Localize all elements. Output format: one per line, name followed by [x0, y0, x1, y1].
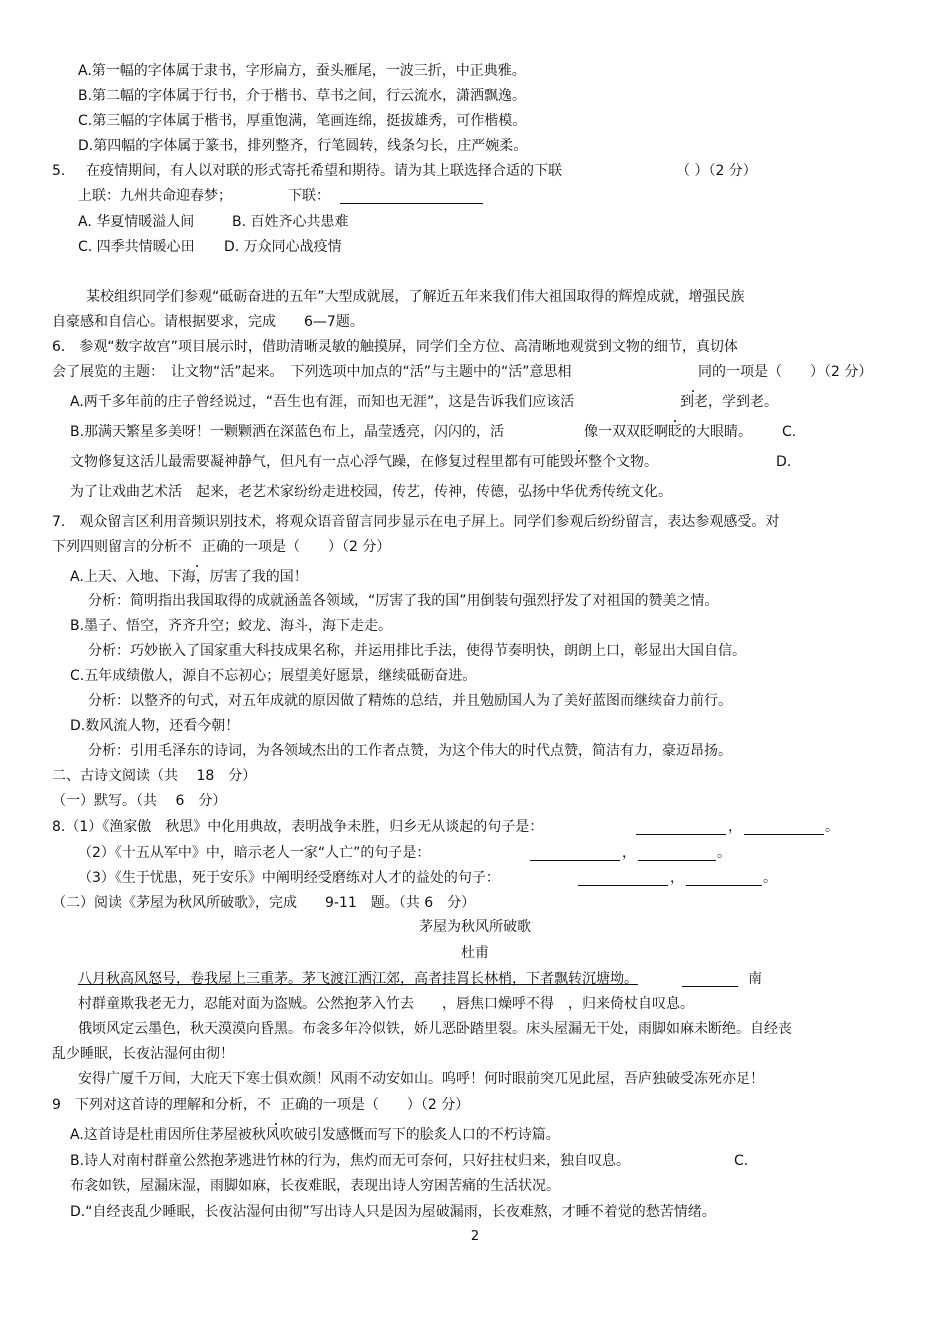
poem-line-3: 俄顷风定云墨色，秋天漠漠向昏黑。布衾多年冷似铁，娇儿恶卧踏里裂。床头屋漏无干处，雨脚如麻未断绝。自经丧 — [78, 1021, 792, 1037]
q8-2-blank-1[interactable] — [530, 846, 620, 866]
section-2-sub-1: （一）默写。（共 6 分） — [52, 793, 227, 809]
q6-option-d: 为了让戏曲艺术活 起来，老艺术家纷纷走进校园，传艺，传神，传德，弘扬中华优秀传统文化。 — [70, 484, 672, 500]
q7-analysis-b: 分析：巧妙嵌入了国家重大科技成果名称，并运用排比手法，使得节奏明快，朗朗上口，彰显出大国自信。 — [88, 643, 746, 659]
poem-title: 茅屋为秋风所破歌 — [419, 919, 531, 935]
q6-stem-line-2: 会了展览的主题： 让文物“活”起来。 下列选项中加点的“活”与主题中的“活”意思相 — [52, 364, 572, 380]
page-number: 2 — [470, 1229, 480, 1244]
q6-stem-line-1: 6. 参观“数字故宫”项目展示时，借助清晰灵敏的触摸屏，同学们全方位、高清晰地观赏到文物的细节，真切体 — [52, 339, 738, 355]
q8-2-period: 。 — [717, 845, 731, 861]
poem-line-4: 乱少睡眠，长夜沾湿何由彻！ — [52, 1046, 234, 1062]
q6-option-d-label: D. — [776, 454, 792, 470]
poem-line-2: 村群童欺我老无力，忍能对面为盗贼。公然抱茅入竹去 ，唇焦口燥呼不得 ，归来倚杖自叹息。 — [78, 996, 694, 1012]
poem-line-1-underline — [682, 972, 738, 992]
q7-stem-line-1: 7. 观众留言区利用音频识别技术，将观众语音留言同步显示在电子屏上。同学们参观后纷纷留言，表达参观感受。对 — [52, 514, 780, 530]
q9-option-b: B.诗人对南村群童公然抱茅逃进竹林的行为，焦灼而无可奈何，只好拄杖归来，独自叹息。 — [70, 1153, 631, 1169]
q5-option-c: C. 四季共情暖心田 — [78, 239, 195, 255]
q7-option-d: D.数风流人物，还看今朝！ — [70, 718, 240, 734]
q5-number: 5. — [52, 163, 66, 179]
q4-option-b: B.第二幅的字体属于行书，介于楷书、草书之间，行云流水，潇洒飘逸。 — [78, 88, 527, 104]
q8-3: （3）《生于忧患，死于安乐》中阐明经受磨练对人才的益处的句子： — [78, 870, 500, 886]
q9-stem: 9 下列对这首诗的理解和分析，不 正确的一项是（ ）（2 分） — [52, 1097, 470, 1113]
q8-1-blank-2[interactable] — [744, 820, 824, 840]
q8-3-blank-2[interactable] — [686, 871, 762, 891]
q4-option-d: D.第四幅的字体属于篆书，排列整齐，行笔圆转，线条匀长，庄严婉柔。 — [78, 138, 528, 154]
q6-option-a-tail: 到老，学到老。 — [680, 394, 778, 410]
poem-line-1-tail: 南 — [748, 971, 762, 987]
q8-2-comma: ， — [622, 845, 636, 861]
q5-shanglian: 上联：九州共命迎春梦； — [78, 188, 232, 204]
q5-xialian-label: 下联： — [288, 188, 330, 204]
q6-option-c: 文物修复这活儿最需要凝神静气，但凡有一点心浮气躁，在修复过程里都有可能毁坏整个文物。 — [70, 454, 658, 470]
q6-option-c-label: C. — [782, 424, 797, 440]
q7-stem-line-2: 下列四则留言的分析不 正确的一项是（ ）（2 分） — [52, 539, 391, 555]
intro-line-2: 自豪感和自信心。请根据要求，完成 6—7题。 — [52, 314, 364, 330]
q5-option-d: D. 万众同心战疫情 — [224, 239, 342, 255]
q7-option-b: B.墨子、悟空，齐齐升空；蛟龙、海斗，海下走走。 — [70, 618, 393, 634]
q5-option-a: A. 华夏情暖溢人间 — [78, 214, 195, 230]
q5-option-b: B. 百姓齐心共患难 — [232, 214, 349, 230]
q8-3-comma: ， — [670, 870, 684, 886]
q6-option-a: A.两千多年前的庄子曾经说过，“吾生也有涯，而知也无涯”，这是告诉我们应该活 — [70, 394, 575, 410]
intro-line-1: 某校组织同学们参观“砥砺奋进的五年”大型成就展，了解近五年来我们伟大祖国取得的辉煌成就，增强民族 — [86, 289, 745, 305]
q7-analysis-d: 分析：引用毛泽东的诗词，为各领域杰出的工作者点赞，为这个伟大的时代点赞，简洁有力，豪迈昂扬。 — [88, 743, 732, 759]
q9-option-c: 布衾如铁，屋漏床湿，雨脚如麻，长夜难眠，表现出诗人穷困苦痛的生活状况。 — [70, 1178, 560, 1194]
q5-answer-blank[interactable] — [340, 189, 483, 209]
q6-stem-line-2-tail: 同的一项是（ ）（2 分） — [698, 364, 873, 380]
q5-score: （ ）（2 分） — [676, 163, 757, 179]
q8-1: 8.（1）《渔家傲 秋思》中化用典故，表明战争未胜，归乡无从谈起的句子是： — [52, 819, 544, 835]
q9-option-d: D.“自经丧乱少睡眠，长夜沾湿何由彻”写出诗人只是因为屋破漏雨，长夜难熬，才睡不着觉的愁苦情绪。 — [70, 1204, 716, 1220]
q8-1-comma: ， — [728, 819, 742, 835]
q7-option-c: C.五年成绩傲人，源自不忘初心；展望美好愿景，继续砥砺奋进。 — [70, 668, 477, 684]
q7-analysis-c: 分析：以整齐的句式，对五年成就的原因做了精炼的总结，并且勉励国人为了美好蓝图而继续奋力前行。 — [88, 693, 732, 709]
q4-option-c: C.第三幅的字体属于楷书，厚重饱满，笔画连绵，挺拔雄秀，可作楷模。 — [78, 113, 527, 129]
q7-option-a: A.上天、入地、下海，厉害了我的国！ — [70, 569, 308, 585]
q8-3-period: 。 — [763, 870, 777, 886]
poem-line-5: 安得广厦千万间，大庇天下寒士俱欢颜！风雨不动安如山。呜呼！何时眼前突兀见此屋，吾庐独破受冻死亦足！ — [78, 1071, 764, 1087]
q9-option-c-label: C. — [734, 1153, 749, 1169]
poem-author: 杜甫 — [461, 945, 489, 961]
q9-option-a: A.这首诗是杜甫因所住茅屋被秋风吹破引发感慨而写下的脍炙人口的不朽诗篇。 — [70, 1127, 560, 1143]
section-2-title: 二、古诗文阅读（共 18 分） — [52, 768, 257, 784]
q8-2: （2）《十五从军中》中，暗示老人一家“人亡”的句子是： — [78, 845, 431, 861]
poem-line-1: 八月秋高风怒号，卷我屋上三重茅。茅飞渡江洒江郊，高者挂罥长林梢，下者飘转沉塘坳。 — [78, 971, 638, 987]
q7-analysis-a: 分析：简明指出我国取得的成就涵盖各领域，“厉害了我的国”用倒装句强烈抒发了对祖国的赞美之情。 — [88, 593, 719, 609]
q6-option-b: B.那满天繁星多美呀！一颗颗洒在深蓝色布上，晶莹透亮，闪闪的，活 — [70, 424, 505, 440]
q4-option-a: A.第一幅的字体属于隶书，字形扁方，蚕头雁尾，一波三折，中正典雅。 — [78, 63, 526, 79]
q5-stem: 在疫情期间，有人以对联的形式寄托希望和期待。请为其上联选择合适的下联 — [86, 163, 562, 179]
section-2-sub-2: （二）阅读《茅屋为秋风所破歌》，完成 9-11 题。（共 6 分） — [52, 895, 476, 911]
q8-3-blank-1[interactable] — [578, 871, 668, 891]
q8-1-blank-1[interactable] — [636, 820, 726, 840]
q8-2-blank-2[interactable] — [638, 846, 716, 866]
q8-1-period: 。 — [825, 819, 839, 835]
q6-option-b-tail: 像一双双眨啊眨的大眼睛。 — [584, 424, 752, 440]
